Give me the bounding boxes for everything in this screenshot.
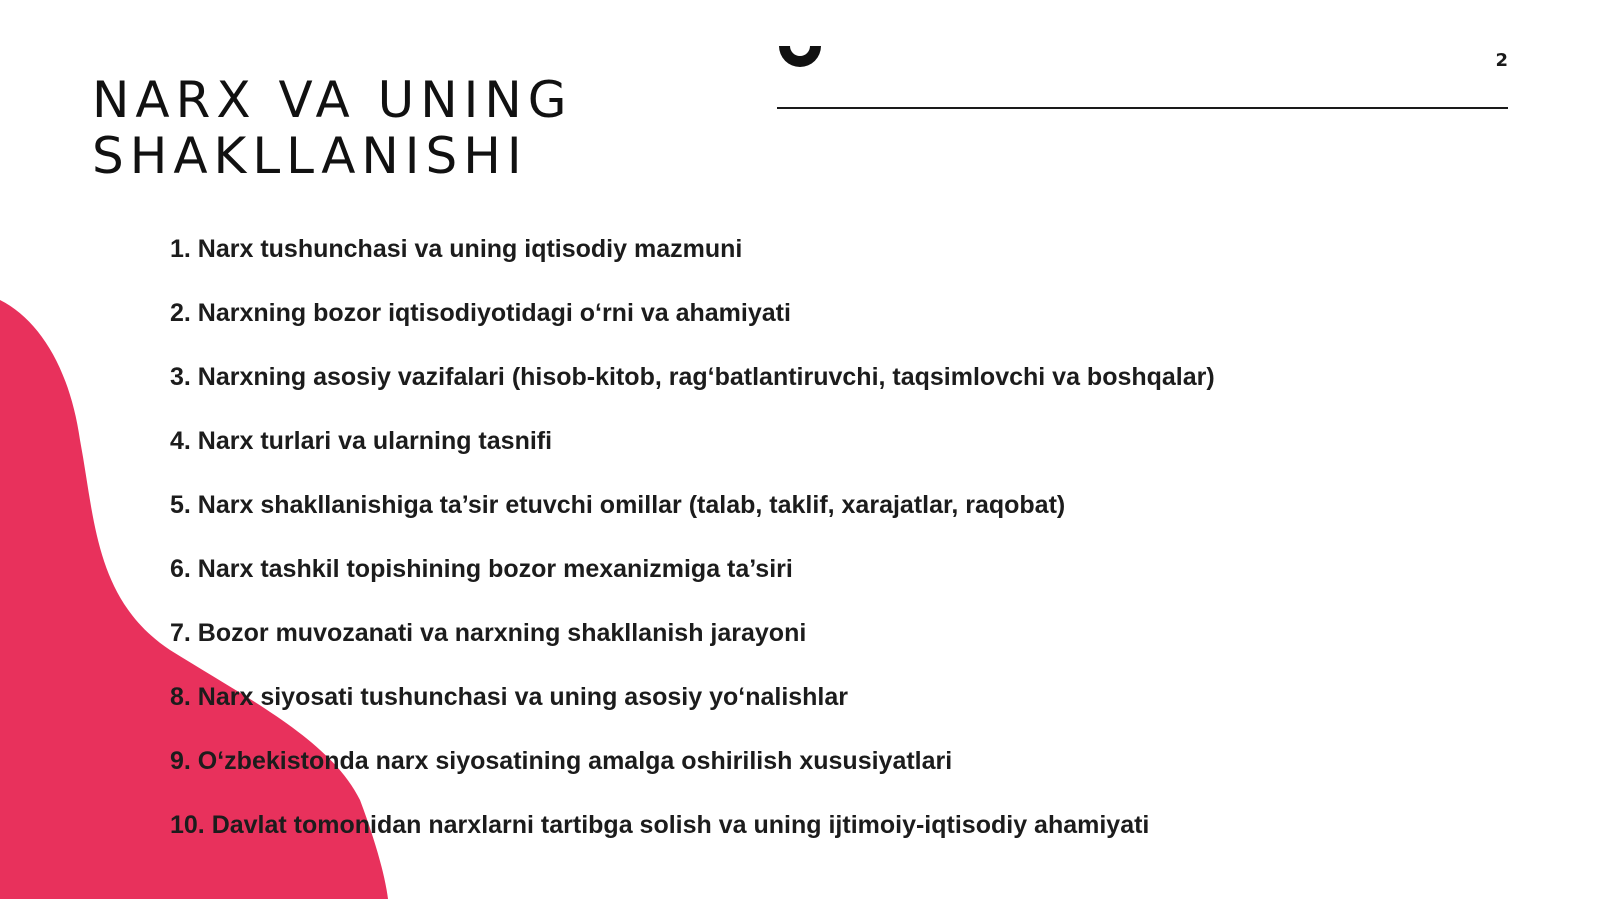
agenda-item: 1. Narx tushunchasi va uning iqtisodiy mazmuni	[170, 235, 743, 263]
agenda-item: 6. Narx tashkil topishining bozor mexanizmiga ta’siri	[170, 555, 793, 583]
agenda-list	[170, 232, 1215, 872]
agenda-item: 5. Narx shakllanishiga ta’sir etuvchi omillar (talab, taklif, xarajatlar, raqobat)	[170, 491, 1066, 519]
page-number: 2	[1495, 50, 1508, 71]
agenda-item: 3. Narxning asosiy vazifalari (hisob-kitob, rag‘batlantiruvchi, taqsimlovchi va boshqalar)	[170, 363, 1215, 391]
slide-title-line-2: SHAKLLANISHI	[92, 127, 528, 185]
agenda-item: 4. Narx turlari va ularning tasnifi	[170, 427, 553, 455]
agenda-item: 2. Narxning bozor iqtisodiyotidagi o‘rni va ahamiyati	[170, 299, 791, 327]
slide-title-line-1: NARX VA UNING	[92, 71, 573, 129]
decorative-arc-icon	[777, 32, 823, 72]
agenda-item: 10. Davlat tomonidan narxlarni tartibga solish va uning ijtimoiy-iqtisodiy ahamiyati	[170, 811, 1150, 839]
slide-title	[92, 72, 573, 184]
agenda-item: 9. O‘zbekistonda narx siyosatining amalga oshirilish xususiyatlari	[170, 747, 953, 775]
header-divider	[777, 107, 1508, 109]
agenda-item: 8. Narx siyosati tushunchasi va uning asosiy yo‘nalishlar	[170, 683, 849, 711]
agenda-item: 7. Bozor muvozanati va narxning shakllanish jarayoni	[170, 619, 807, 647]
